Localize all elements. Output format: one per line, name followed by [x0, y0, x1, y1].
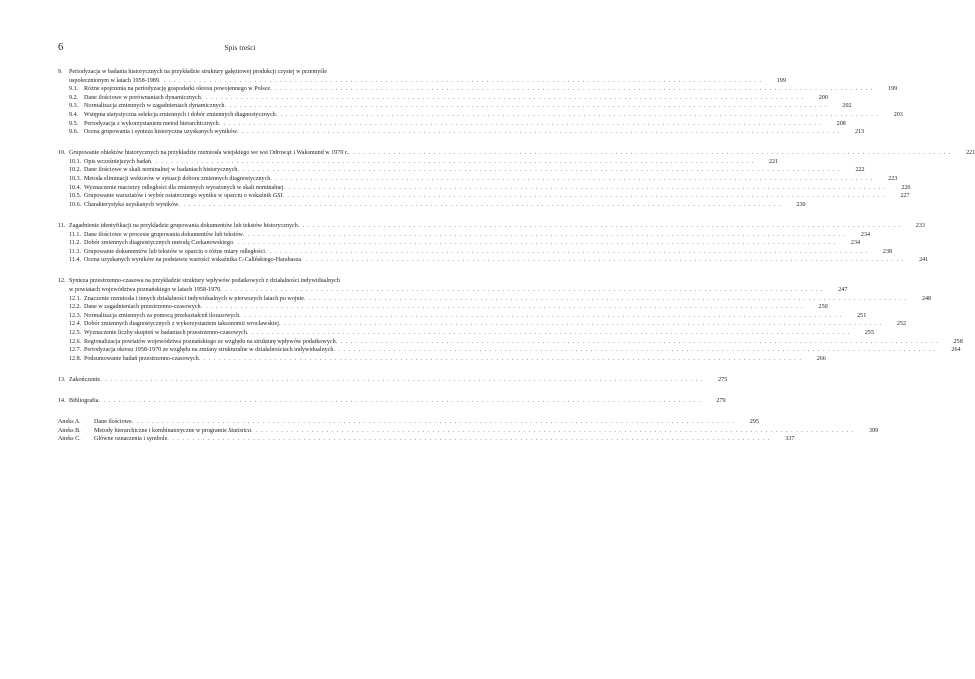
subsection-number: 12.8.	[69, 355, 82, 362]
subsection-title-text: Ocena uzyskanych wyników na podstawie wartości wskaźnika C-Calińskiego-Harabasza	[84, 257, 302, 264]
dot-leader	[201, 303, 804, 312]
subsection-title	[84, 355, 199, 364]
annex-label: Aneks A.	[58, 419, 81, 425]
annex-title	[94, 427, 251, 436]
annex-page-number: 337	[785, 436, 795, 443]
dot-leader	[304, 295, 907, 304]
toc-chapter-entry-continuation	[58, 286, 848, 295]
subsection-page-number: 226	[901, 184, 911, 191]
subsection-number: 12.1.	[69, 295, 82, 302]
dot-leader	[219, 120, 822, 129]
toc-subsection-entry	[58, 85, 898, 94]
dot-leader	[251, 427, 854, 436]
toc-subsection-entry	[58, 295, 932, 304]
subsection-title-italic: GSI	[272, 193, 283, 200]
subsection-number: 10.6.	[69, 201, 82, 208]
dot-leader	[301, 256, 904, 265]
toc-subsection-entry	[58, 128, 865, 137]
subsection-page-number: 202	[842, 103, 852, 110]
subsection-page-number: 252	[896, 321, 907, 328]
chapter-title: Bibliografia	[69, 397, 99, 404]
chapter-page-number: 221	[966, 150, 975, 157]
subsection-title-text: Dobór zmiennych diagnostycznych z wykorzystaniem taksonomii wrocławskiej	[84, 321, 279, 328]
chapter-page-number: 199	[776, 77, 786, 84]
toc-section	[58, 222, 929, 265]
subsection-title	[84, 166, 237, 175]
subsection-title-text: Normalizacja zmiennych za pomocą przekształceń ilorazowych	[84, 312, 240, 319]
subsection-number: 9.3.	[69, 103, 79, 110]
subsection-page-number: 203	[893, 111, 903, 118]
toc-subsection-entry	[58, 94, 828, 103]
dot-leader	[201, 94, 804, 103]
toc-subsection-entry	[58, 102, 852, 111]
page-header	[58, 42, 422, 56]
subsection-title-text: Charakterystyka uzyskanych wyników	[84, 201, 179, 208]
subsection-page-number: 208	[836, 120, 846, 127]
subsection-page-number: 248	[921, 295, 932, 302]
subsection-page-number: 241	[919, 257, 929, 264]
subsection-number: 9.2.	[69, 94, 79, 101]
annex-title-text: Metody hierarchiczne i kombinatoryczne w programie	[94, 427, 227, 434]
chapter-number: 12.	[58, 278, 66, 285]
subsection-title-text: Znaczenie rzemiosła i innych działalności indywidualnych w pierwszych latach po wojnie	[84, 295, 304, 302]
subsection-page-number: 199	[888, 86, 898, 93]
toc-chapter-entry-continuation	[58, 77, 786, 86]
annex-page-number: 309	[869, 427, 879, 434]
toc-subsection-entry	[58, 248, 893, 257]
subsection-page-number: 238	[882, 248, 893, 255]
dot-leader	[178, 201, 781, 210]
subsection-title	[84, 192, 282, 201]
subsection-number: 12.5.	[69, 329, 82, 336]
subsection-title-text: Dane ilościowe w porównaniach dynamicznych	[84, 94, 201, 101]
subsection-number: 9.6.	[69, 129, 79, 136]
toc-annex-entry	[58, 418, 759, 427]
subsection-page-number: 266	[816, 355, 826, 362]
subsection-number: 12.6.	[69, 338, 82, 345]
subsection-title-text: Ocena grupowania i synteza historyczna uzyskanych wyników	[84, 129, 237, 136]
subsection-title-text: Grupowanie dokumentów lub tekstów w oparciu o różne miary odległości	[84, 248, 265, 255]
dot-leader	[270, 175, 873, 184]
toc-section	[58, 397, 726, 406]
subsection-number: 10.3.	[69, 176, 82, 183]
subsection-title-text: Grupowanie warsztatów i wybór ostatecznego wyniku w oparciu o wskaźnik	[84, 193, 272, 200]
subsection-number: 12.4.	[69, 321, 82, 328]
running-title: Spis treści	[224, 43, 256, 52]
subsection-title	[84, 175, 270, 184]
subsection-title-text: Periodyzacja okresu 1958-1970 ze względu na zmiany strukturalne w działalnościach indywidualnych	[84, 347, 334, 354]
subsection-title	[84, 312, 239, 321]
chapter-number: 11.	[58, 222, 66, 229]
subsection-title-text: Normalizacja zmiennych w zagadnieniach dynamicznych	[84, 103, 225, 110]
subsection-number: 9.4.	[69, 111, 79, 118]
toc-section	[58, 68, 903, 137]
toc-subsection-entry	[58, 175, 898, 184]
subsection-title-text: Wstępna statystyczna selekcja zmiennych i dobór zmiennych diagnostycznych	[84, 111, 276, 118]
dot-leader	[167, 435, 770, 444]
chapter-title: Zagadnienie identyfikacji na przykładzie grupowania dokumentów lub tekstów historycznych	[69, 222, 298, 229]
subsection-page-number: 221	[768, 158, 779, 165]
subsection-title-text: Regionalizacja powiatów województwa poznańskiego ze względu na strukturę wpływów podatkowych	[84, 338, 336, 345]
toc-chapter-entry	[58, 397, 726, 406]
toc-subsection-entry	[58, 355, 826, 364]
subsection-page-number: 250	[818, 304, 828, 311]
subsection-title-text: Dane ilościowe w procesie grupowania dokumentów lub tekstów	[84, 231, 243, 238]
chapter-page-number: 275	[718, 376, 728, 383]
dot-leader	[247, 329, 850, 338]
dot-leader	[270, 85, 873, 94]
toc-subsection-entry	[58, 303, 828, 312]
toc-subsection-entry	[58, 329, 875, 338]
chapter-title: Synteza przestrzenno-czasowa na przykładzie struktury wpływów podatkowych z działalności indywidualnych	[69, 278, 340, 285]
subsection-number: 11.4.	[69, 257, 81, 264]
subsection-title	[84, 256, 301, 265]
subsection-title-text: Podsumowanie badań przestrzenno-czasowych	[84, 355, 199, 362]
subsection-page-number: 230	[796, 201, 806, 208]
chapter-title: Grupowanie obiektów historycznych na przykładzie rzemiosła wiejskiego we wsi Odrowąż i Waksmund w 1970 r.	[69, 150, 349, 157]
chapter-title: Periodyzacja w badania historycznych na przykładzie struktury gałęziowej produkcji czystej w przemyśle	[69, 69, 328, 75]
subsection-title	[84, 320, 279, 329]
dot-leader	[237, 166, 840, 175]
subsection-number: 12.3.	[69, 312, 82, 319]
annex-title-text: Dane ilościowe	[94, 419, 132, 425]
dot-leader	[159, 77, 762, 86]
toc-subsection-entry	[58, 256, 929, 265]
annex-label: Aneks C.	[58, 436, 81, 443]
subsection-page-number: 234	[860, 231, 871, 238]
subsection-title	[84, 338, 336, 347]
subsection-title	[84, 111, 276, 120]
subsection-title-text: Wyznaczenie macierzy odległości dla zmiennych wyrażonych w skali nominalnej	[84, 184, 284, 191]
toc-subsection-entry	[58, 231, 871, 240]
dot-leader	[224, 102, 827, 111]
subsection-number: 10.1.	[69, 158, 82, 165]
subsection-page-number: 213	[854, 129, 865, 136]
subsection-title	[84, 120, 219, 129]
subsection-title-text: Wyznaczenie liczby skupień w badaniach przestrzenno-czasowych	[84, 329, 247, 336]
dot-leader	[220, 286, 823, 295]
subsection-number: 10.4.	[69, 184, 82, 191]
chapter-title: Zakończenie	[69, 376, 101, 383]
toc-annexes	[58, 418, 879, 444]
subsection-title	[84, 295, 304, 304]
annex-title	[94, 418, 132, 427]
dot-leader	[336, 338, 939, 347]
toc-chapter-entry	[58, 68, 422, 77]
dot-leader	[276, 111, 879, 120]
chapter-number: 10.	[58, 150, 66, 157]
subsection-title	[84, 329, 247, 338]
subsection-number: 9.1.	[69, 86, 79, 93]
toc-subsection-entry	[58, 239, 861, 248]
subsection-number: 11.3.	[69, 248, 81, 255]
toc-subsection-entry	[58, 184, 911, 193]
annex-title	[94, 435, 167, 444]
subsection-title-text: Dane ilościowe w skali nominalnej w badaniach historycznych	[84, 167, 238, 174]
toc-section	[58, 277, 963, 363]
subsection-title-text: Metoda eliminacji wektorów w sytuacji doboru zmiennych diagnostycznych	[84, 176, 271, 183]
subsection-page-number: 258	[953, 338, 963, 345]
toc-chapter-entry	[58, 222, 925, 231]
dot-leader	[282, 192, 885, 201]
subsection-title-text: Różne spojrzenia na periodyzację gospodarki okresu powojennego w Polsce	[84, 86, 271, 93]
dot-leader	[239, 312, 842, 321]
chapter-title: uspołecznionym w latach 1958-1989	[69, 77, 159, 84]
subsection-number: 11.1.	[69, 231, 81, 238]
subsection-number: 12.2.	[69, 304, 82, 311]
chapter-number: 9.	[58, 69, 63, 75]
page-number: 6	[58, 42, 64, 53]
subsection-page-number: 223	[888, 176, 898, 183]
toc-subsection-entry	[58, 338, 963, 347]
subsection-page-number: 264	[951, 347, 961, 354]
toc-section	[58, 149, 975, 209]
dot-leader	[243, 231, 846, 240]
annex-title-text: Główne oznaczenia i symbole	[94, 436, 168, 443]
dot-leader	[199, 355, 802, 364]
subsection-number: 9.5.	[69, 120, 79, 127]
subsection-title	[84, 248, 265, 257]
chapter-page-number: 279	[716, 397, 726, 404]
table-of-contents	[58, 68, 975, 456]
chapter-page-number: 247	[838, 286, 848, 293]
dot-leader	[98, 397, 701, 406]
toc-subsection-entry	[58, 320, 907, 329]
subsection-number: 10.2.	[69, 167, 82, 174]
chapter-title: w powiatach województwa poznańskiego w latach 1958-1970	[69, 286, 221, 293]
dot-leader	[237, 128, 840, 137]
subsection-title-text: Opis wcześniejszych badań	[84, 158, 152, 165]
annex-page-number: 295	[749, 419, 759, 425]
chapter-page-number: 233	[915, 222, 925, 229]
toc-section	[58, 376, 728, 385]
toc-subsection-entry	[58, 346, 961, 355]
subsection-page-number: 234	[850, 240, 861, 247]
subsection-page-number: 251	[857, 312, 867, 319]
subsection-title-text: Dane w zagadnieniach przestrzenno-czasowych	[84, 304, 201, 311]
dot-leader	[283, 184, 886, 193]
subsection-title-text: Periodyzacja z wykorzystaniem metod hierarchicznych	[84, 120, 219, 127]
dot-leader	[298, 222, 901, 231]
subsection-title	[84, 94, 201, 103]
chapter-number: 14.	[58, 397, 66, 404]
dot-leader	[333, 346, 936, 355]
dot-leader	[233, 239, 836, 248]
subsection-title	[84, 184, 283, 193]
dot-leader	[100, 376, 703, 385]
subsection-title	[84, 239, 233, 248]
subsection-number: 11.2.	[69, 240, 81, 247]
subsection-page-number: 227	[900, 193, 910, 200]
subsection-page-number: 200	[818, 94, 828, 101]
toc-chapter-entry	[58, 277, 422, 286]
subsection-number: 10.5.	[69, 193, 82, 200]
toc-subsection-entry	[58, 192, 910, 201]
toc-subsection-entry	[58, 201, 806, 210]
annex-title-italic: Statistica	[228, 427, 252, 434]
toc-subsection-entry	[58, 158, 779, 167]
toc-subsection-entry	[58, 166, 865, 175]
toc-annex-entry	[58, 427, 879, 436]
toc-chapter-entry	[58, 376, 728, 385]
subsection-title	[84, 346, 333, 355]
subsection-title	[84, 85, 270, 94]
dot-leader	[265, 248, 868, 257]
subsection-title	[84, 201, 178, 210]
subsection-title	[84, 231, 243, 240]
subsection-number: 12.7.	[69, 347, 82, 354]
subsection-title	[84, 128, 237, 137]
toc-subsection-entry	[58, 120, 846, 129]
subsection-title	[84, 102, 224, 111]
subsection-title	[84, 303, 201, 312]
subsection-page-number: 255	[864, 329, 875, 336]
toc-chapter-entry	[58, 149, 975, 158]
dot-leader	[348, 149, 951, 158]
annex-label: Aneks B.	[58, 427, 81, 434]
dot-leader	[279, 320, 882, 329]
subsection-page-number: 222	[855, 167, 865, 174]
subsection-title	[84, 158, 151, 167]
subsection-title-text: Dobór zmiennych diagnostycznych metodą Czekanowskiego	[84, 240, 233, 247]
toc-annex-entry	[58, 435, 795, 444]
dot-leader	[132, 418, 735, 427]
chapter-number: 13.	[58, 376, 66, 383]
toc-subsection-entry	[58, 111, 903, 120]
dot-leader	[151, 158, 754, 167]
toc-subsection-entry	[58, 312, 867, 321]
